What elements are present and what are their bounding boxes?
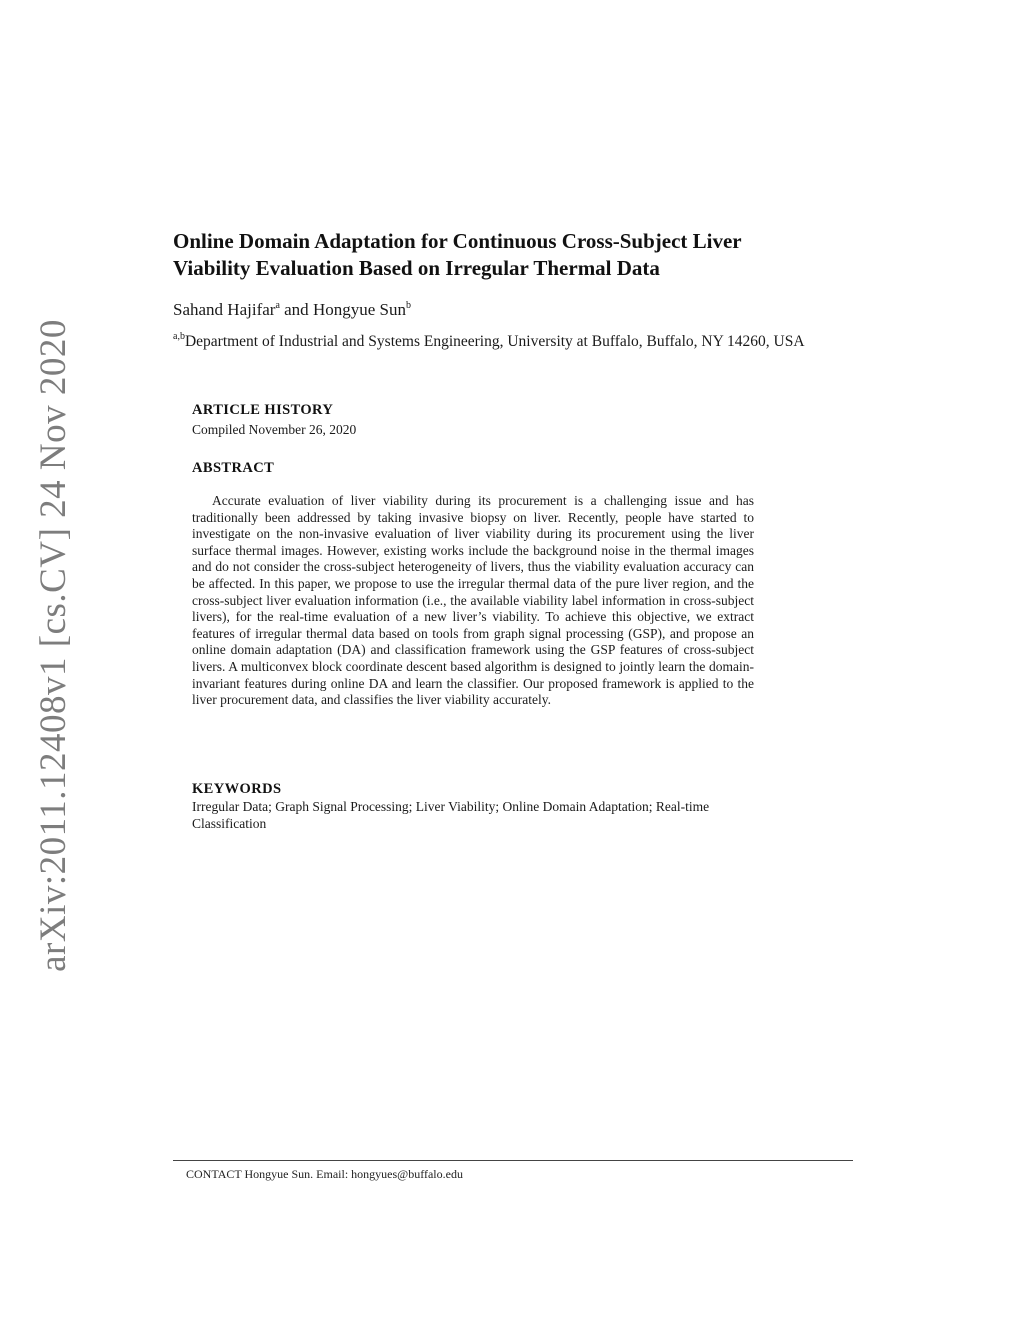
abstract-text: Accurate evaluation of liver viability during its procurement is a challenging issue and has traditionally been addressed by taking invasive biopsy on liver. Recently, people have started to investigate on the non-invasive evaluation of liver viability during its procurement using the liver surface thermal images. However, existing works include the background noise in the thermal images and do not consider the cross-subject heterogeneity of livers, thus the viability evaluation accuracy can be affected. In this paper, we propose to use the irregular thermal data of the pure liver region, and the cross-subject liver evaluation information (i.e., the available viability label information in cross-subject livers), for the real-time evaluation of a new liver’s viability. To achieve this objective, we extract features of irregular thermal data based on tools from graph signal processing (GSP), and propose an online domain adaptation (DA) and classification framework using the GSP features of cross-subject livers. A multiconvex block coordinate descent based algorithm is designed to jointly learn the domain-invariant features during online DA and learn the classifier. Our proposed framework is applied to the liver procurement data, and classifies the liver viability accurately. xyxy=(192,493,754,708)
author-affiliation-mark-second: b xyxy=(405,300,411,311)
compiled-date: Compiled November 26, 2020 xyxy=(192,422,357,437)
affiliation-mark: a,b xyxy=(173,331,185,342)
arxiv-identifier: arXiv:2011.12408v1 [cs.CV] 24 Nov 2020 xyxy=(32,318,74,972)
author-connector: and xyxy=(279,300,313,319)
keywords-text: Irregular Data; Graph Signal Processing; Liver Viability; Online Domain Adaptation; Real-time Classification xyxy=(192,799,710,831)
abstract-heading: ABSTRACT xyxy=(192,460,275,476)
affiliation xyxy=(173,332,833,352)
article-history-heading: ARTICLE HISTORY xyxy=(192,402,334,418)
author-affiliation-mark-first: a xyxy=(275,300,280,311)
author-name-second: Hongyue Sun xyxy=(312,300,406,319)
affiliation-text: Department of Industrial and Systems Engineering, University at Buffalo, Buffalo, NY 14260, USA xyxy=(184,333,805,350)
author-list xyxy=(173,299,823,321)
footnote-divider xyxy=(173,1160,853,1161)
paper-title: Online Domain Adaptation for Continuous Cross-Subject Liver Viability Evaluation Based on Irregular Thermal Data xyxy=(173,229,742,280)
contact-footnote: CONTACT Hongyue Sun. Email: hongyues@buffalo.edu xyxy=(186,1167,463,1181)
arxiv-sidebar-stamp xyxy=(32,318,74,972)
keywords-heading: KEYWORDS xyxy=(192,781,282,797)
author-name-first: Sahand Hajifar xyxy=(173,300,276,319)
